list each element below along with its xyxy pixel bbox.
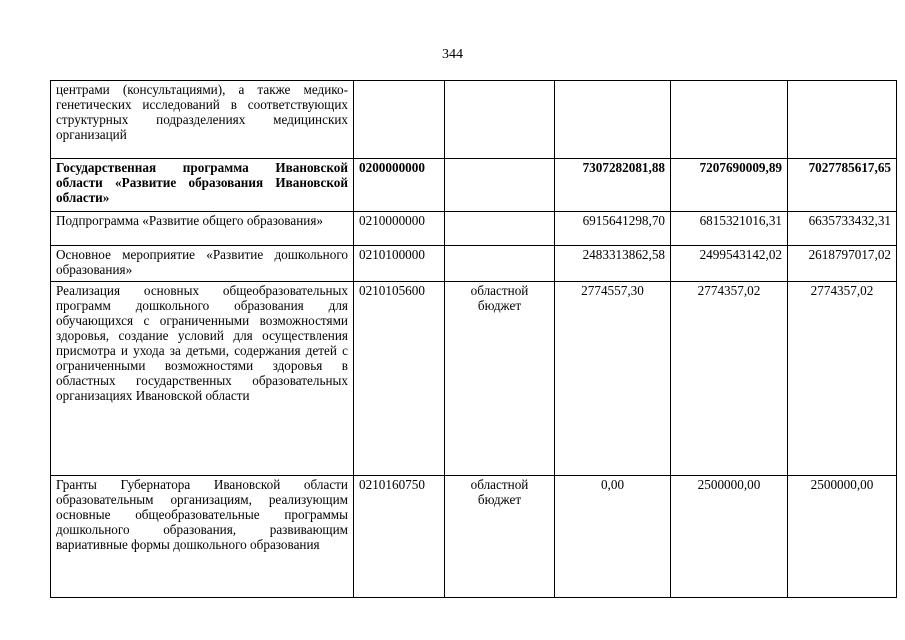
row-value-3 [788, 81, 897, 159]
row-value-1: 0,00 [555, 476, 671, 598]
row-funding-source [445, 212, 555, 246]
table-row-grants [51, 476, 897, 598]
row-value-2: 2500000,00 [671, 476, 788, 598]
row-code [354, 81, 445, 159]
row-value-1: 7307282081,88 [555, 159, 671, 212]
row-funding-source [445, 246, 555, 282]
table-row-state-program [51, 159, 897, 212]
row-funding-source [445, 81, 555, 159]
row-value-3: 2500000,00 [788, 476, 897, 598]
row-value-3: 2774357,02 [788, 282, 897, 476]
row-name: Гранты Губернатора Ивановской области образовательным организациям, реализующим основные общеобразовательные программы дошкольного образования, развивающим вариативные формы дошкольного образования [51, 476, 354, 598]
row-name: центрами (консультациями), а также медико-генетических исследований в соответствующих структурных подразделениях медицинских организаций [51, 81, 354, 159]
row-name: Основное мероприятие «Развитие дошкольного образования» [51, 246, 354, 282]
row-name: Государственная программа Ивановской области «Развитие образования Ивановской области» [51, 159, 354, 212]
row-code: 0210000000 [354, 212, 445, 246]
row-value-2: 2499543142,02 [671, 246, 788, 282]
row-value-2 [671, 81, 788, 159]
row-code: 0210100000 [354, 246, 445, 282]
row-funding-source: областной бюджет [445, 476, 555, 598]
row-value-3: 2618797017,02 [788, 246, 897, 282]
row-value-3: 7027785617,65 [788, 159, 897, 212]
row-code: 0210160750 [354, 476, 445, 598]
row-name: Реализация основных общеобразовательных программ дошкольного образования для обучающихся с ограниченными возможностями здоровья, создание условий для осуществления присмотра и ухода за детьми, содержания детей с ограниченными возможностями здоровья в областных государственных образовательных организациях Ивановской области [51, 282, 354, 476]
budget-table [50, 80, 897, 598]
row-value-3: 6635733432,31 [788, 212, 897, 246]
row-funding-source: областной бюджет [445, 282, 555, 476]
row-value-1 [555, 81, 671, 159]
row-value-1: 2774557,30 [555, 282, 671, 476]
row-value-1: 6915641298,70 [555, 212, 671, 246]
row-funding-source [445, 159, 555, 212]
row-code: 0210105600 [354, 282, 445, 476]
row-code: 0200000000 [354, 159, 445, 212]
page-number: 344 [442, 47, 463, 62]
row-value-1: 2483313862,58 [555, 246, 671, 282]
table-row-realization [51, 282, 897, 476]
table-row-subprogram [51, 212, 897, 246]
row-value-2: 2774357,02 [671, 282, 788, 476]
row-value-2: 6815321016,31 [671, 212, 788, 246]
row-name: Подпрограмма «Развитие общего образования» [51, 212, 354, 246]
table-row-continuation [51, 81, 897, 159]
table-row-main-activity [51, 246, 897, 282]
row-value-2: 7207690009,89 [671, 159, 788, 212]
